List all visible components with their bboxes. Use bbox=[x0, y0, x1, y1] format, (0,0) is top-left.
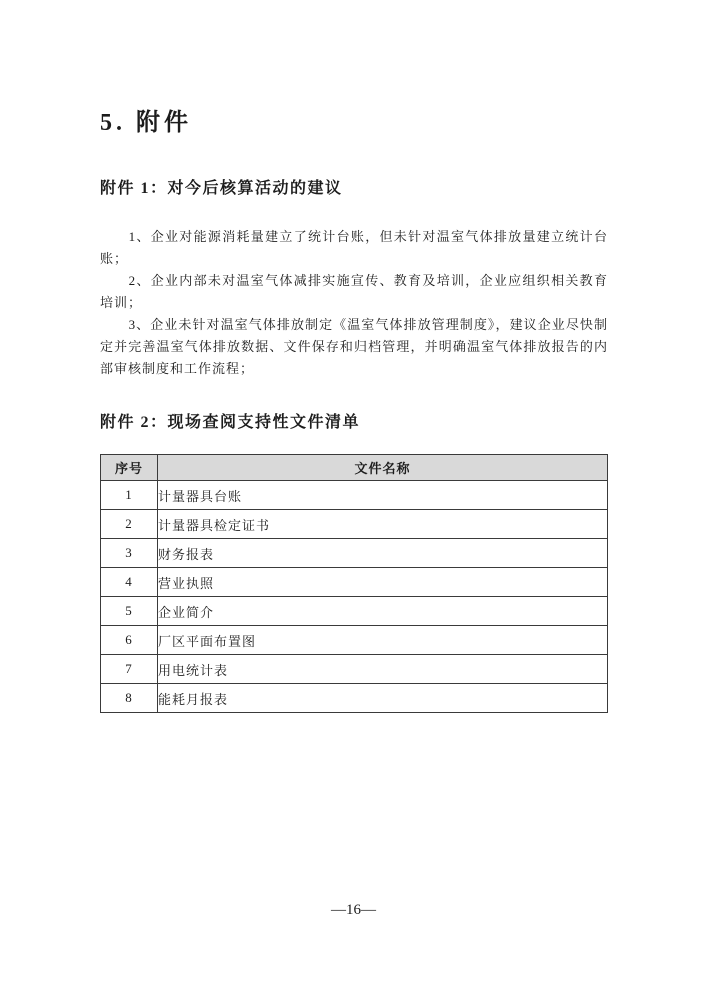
table-row bbox=[101, 481, 608, 510]
page-title: 5. 附件 bbox=[100, 110, 192, 136]
row-number: 1 bbox=[101, 481, 158, 510]
column-header-filename: 文件名称 bbox=[158, 455, 608, 481]
paragraph: 3、企业未针对温室气体排放制定《温室气体排放管理制度》，建议企业尽快制定并完善温室气体排放数据、文件保存和归档管理，并明确温室气体排放报告的内部审核制度和工作流程； bbox=[100, 317, 608, 376]
column-header-number: 序号 bbox=[101, 455, 158, 481]
row-number: 4 bbox=[101, 568, 158, 597]
attachment1-heading: 附件 1：对今后核算活动的建议 bbox=[100, 180, 343, 197]
table-row bbox=[101, 539, 608, 568]
table-row bbox=[101, 626, 608, 655]
table-row bbox=[101, 655, 608, 684]
paragraph: 2、企业内部未对温室气体减排实施宣传、教育及培训，企业应组织相关教育培训； bbox=[100, 273, 608, 310]
row-number: 3 bbox=[101, 539, 158, 568]
attachment2-heading: 附件 2：现场查阅支持性文件清单 bbox=[100, 414, 361, 431]
row-number: 2 bbox=[101, 510, 158, 539]
document-name: 企业简介 bbox=[158, 597, 608, 626]
row-number: 5 bbox=[101, 597, 158, 626]
table-row bbox=[101, 568, 608, 597]
supporting-documents-table bbox=[100, 454, 608, 713]
document-name: 用电统计表 bbox=[158, 655, 608, 684]
document-name: 厂区平面布置图 bbox=[158, 626, 608, 655]
row-number: 8 bbox=[101, 684, 158, 713]
page-number: —16— bbox=[331, 902, 376, 918]
attachment1-body bbox=[100, 226, 608, 380]
table-row bbox=[101, 684, 608, 713]
table-row bbox=[101, 597, 608, 626]
paragraph: 1、企业对能源消耗量建立了统计台账，但未针对温室气体排放量建立统计台账； bbox=[100, 229, 608, 266]
row-number: 6 bbox=[101, 626, 158, 655]
document-name: 计量器具台账 bbox=[158, 481, 608, 510]
table-header-row bbox=[101, 455, 608, 481]
row-number: 7 bbox=[101, 655, 158, 684]
document-name: 营业执照 bbox=[158, 568, 608, 597]
document-name: 财务报表 bbox=[158, 539, 608, 568]
document-name: 计量器具检定证书 bbox=[158, 510, 608, 539]
document-name: 能耗月报表 bbox=[158, 684, 608, 713]
table-row bbox=[101, 510, 608, 539]
